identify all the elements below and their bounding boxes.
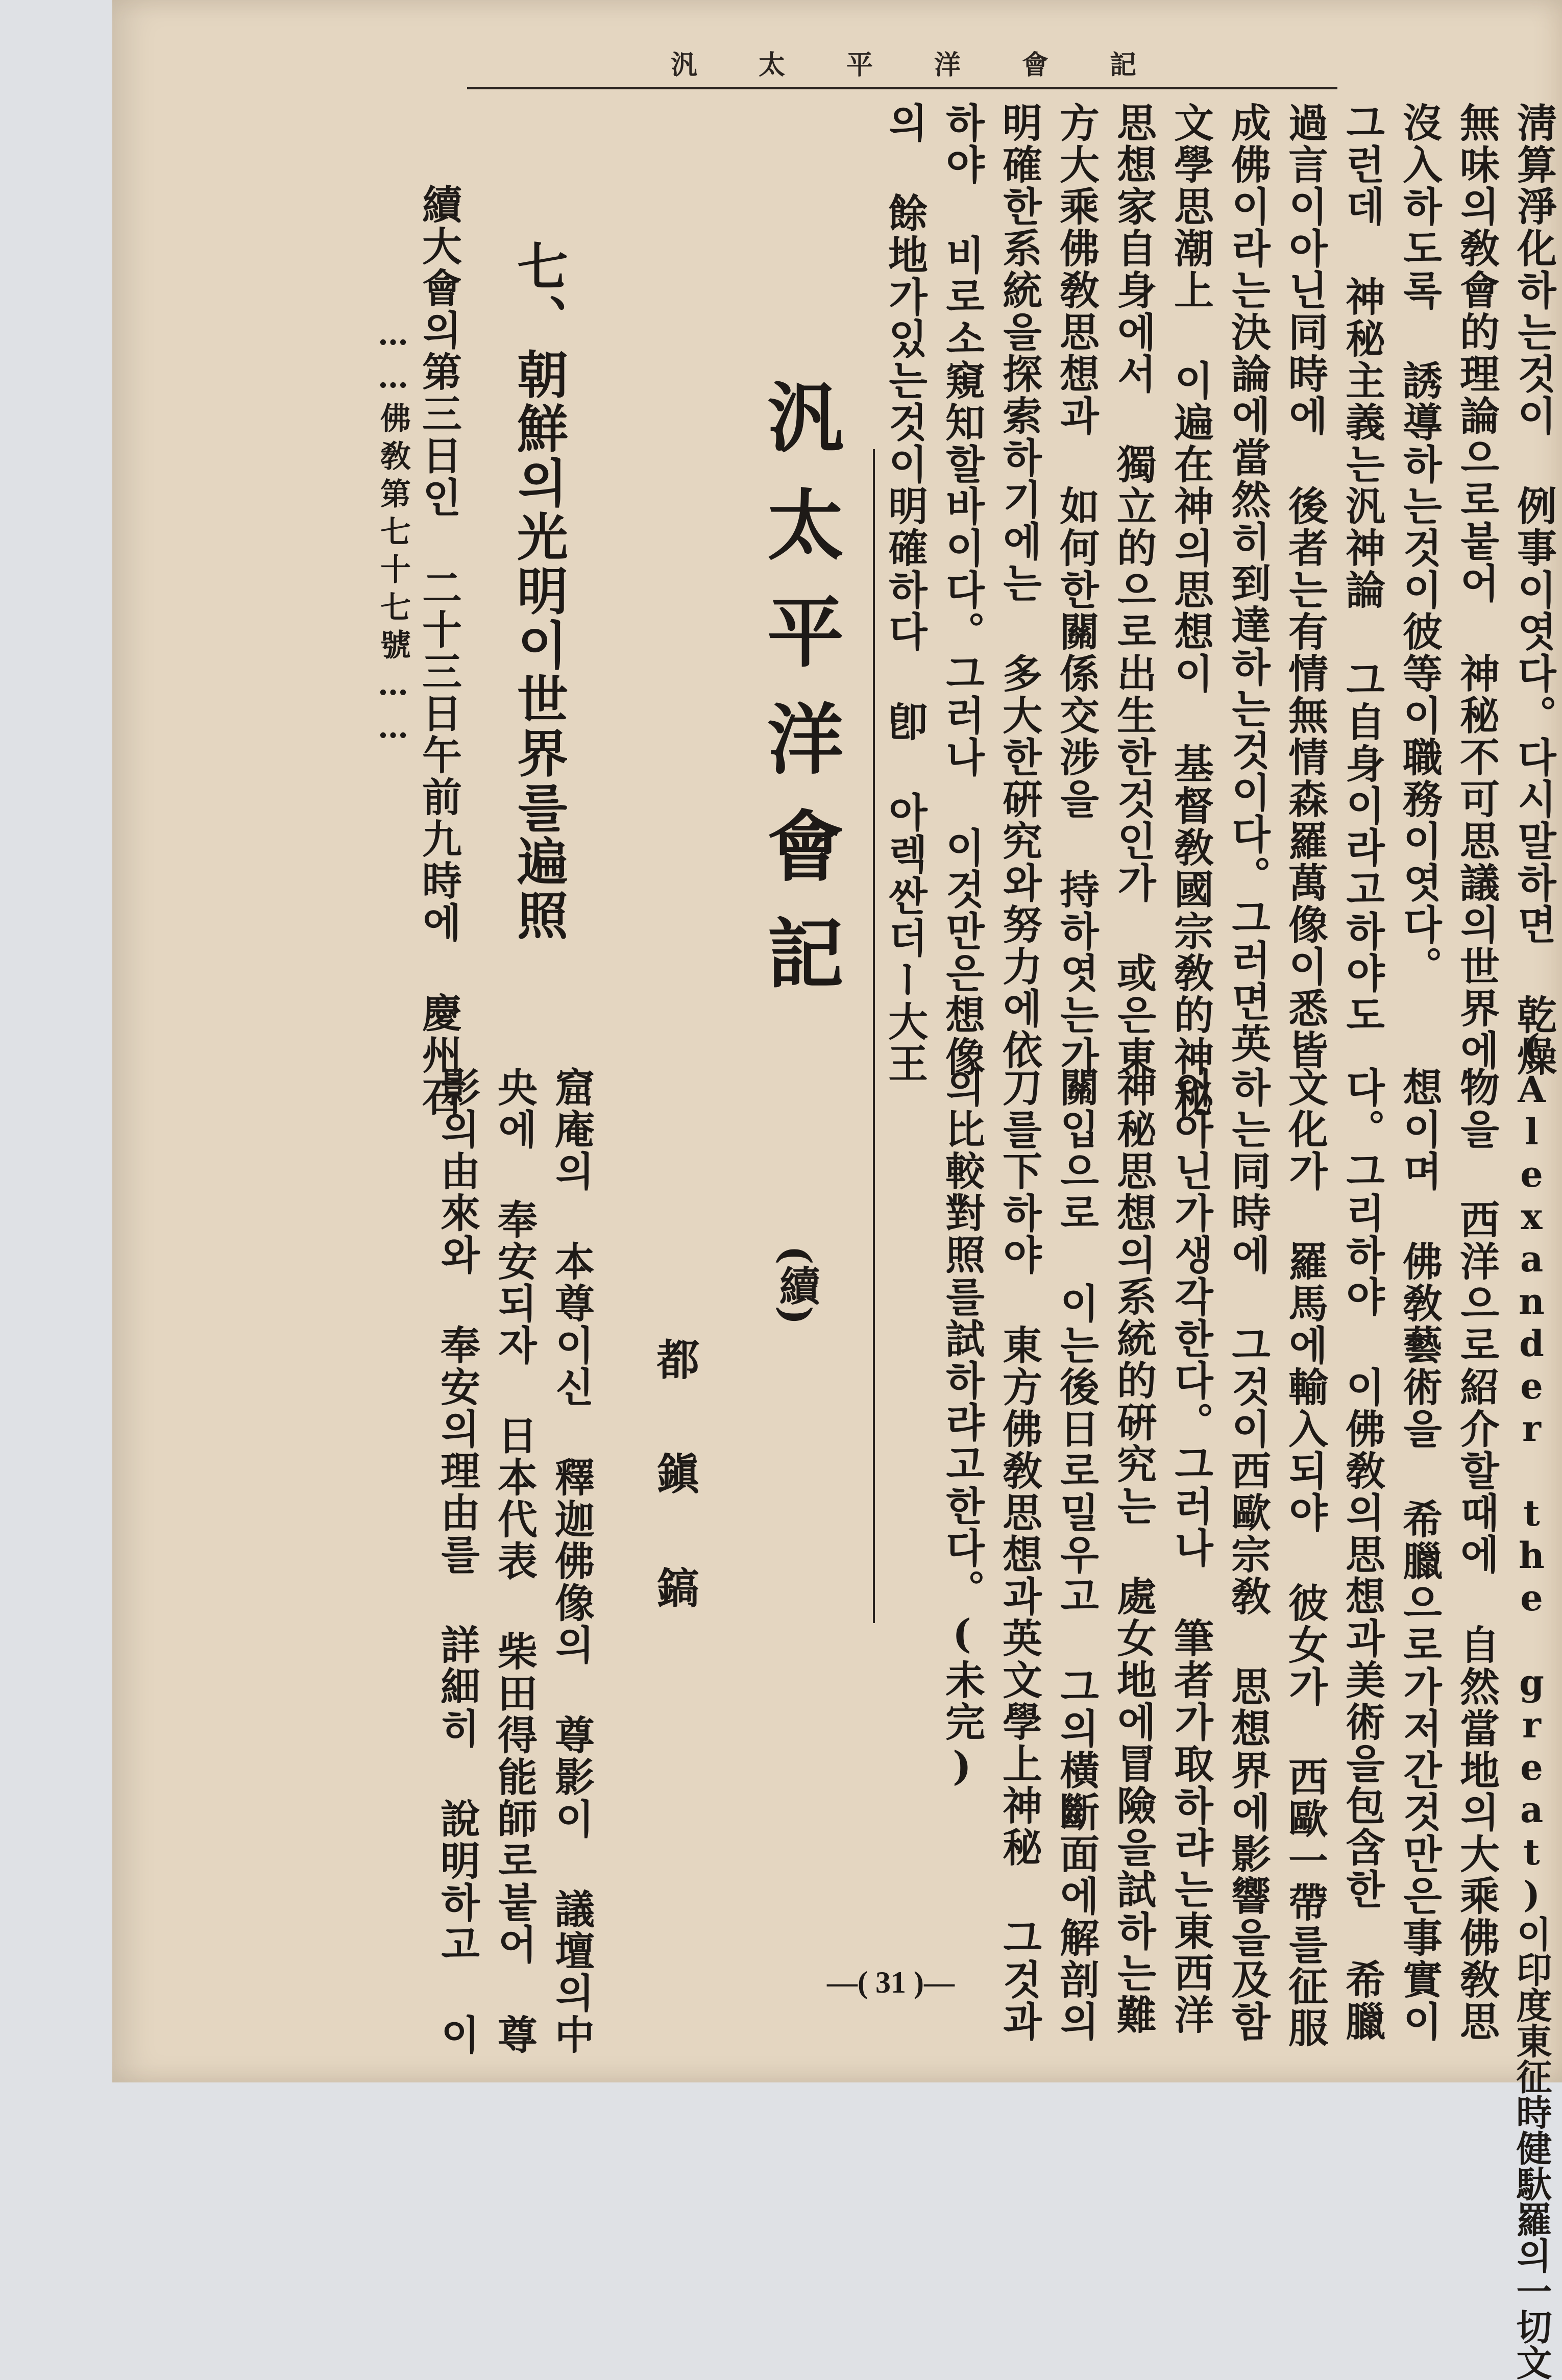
body-column-upper-9: 方大乘佛敎思想과 如何한關係交涉을 持하엿는가 [1053, 102, 1100, 1078]
body-column-lower-2: 物을 西洋으로紹介할때에 自然當地의大乘佛敎思 [1453, 1067, 1500, 2043]
title-divider-rule [873, 449, 875, 1623]
continued-mark: (續) [772, 1245, 820, 1325]
body-column-lower-4: 다。그리하야 이佛敎의思想과美術을包含한 希臘 [1339, 1067, 1385, 2043]
section-7-column-2: 窟庵의 本尊이신 釋迦佛像의 尊影이 議壇의中 [548, 1067, 595, 2056]
body-column-upper-4: 그런데 神秘主義는汎神論 그自身이라고하야도 [1339, 102, 1385, 1036]
body-column-lower-9: 關입으로 이는後日로밀우고 그의橫斷面에解剖의 [1053, 1067, 1100, 2043]
magazine-page [112, 0, 1562, 2380]
source-note: ……佛敎第七十七號…… [375, 316, 411, 752]
header-rule [467, 87, 1337, 89]
body-column-upper-8: 思想家自身에서 獨立的으로出生한것인가 或은東 [1110, 102, 1157, 1078]
body-column-lower-1: (Alexander the great)이印度東征時健馱羅의一切文 [1510, 1026, 1553, 2380]
body-column-upper-10: 明確한系統을探索하기에는 多大한硏究와努力에依 [996, 102, 1042, 1071]
body-column-lower-7: 이아닌가생각한다。그러나 筆者가取하랴는東西洋 [1167, 1067, 1214, 2036]
section-7-column-4: 影의由來와 奉安의理由를 詳細히 說明하고 이 [434, 1067, 480, 2056]
body-column-upper-11: 하야 비로소窺知할바이다。그러나 이것만은想像 [939, 102, 985, 1078]
author-name: 都鎭鎬 [650, 1337, 700, 1680]
body-column-upper-7: 文學思潮上 이遍在神의思想이 基督敎國宗敎的神秘 [1167, 102, 1214, 1120]
body-column-lower-3: 想이며 佛敎藝術을 希臘으로가저간것만은事實이 [1396, 1067, 1443, 2043]
section-7-column-3: 央에 奉安되자 日本代表 柴田得能師로붙어 尊 [491, 1067, 538, 2056]
body-column-lower-5: 文化가 羅馬에輸入되야 彼女가 西歐一帶를征服 [1282, 1067, 1328, 2049]
body-column-upper-5: 過言이아닌同時에 後者는有情無情森羅萬像이悉皆 [1282, 102, 1328, 1071]
body-column-lower-11: 의比較對照를試하랴고한다。(未完) [939, 1067, 985, 1792]
section-7-heading: 七、朝鮮의光明이世界를遍照 [508, 240, 569, 943]
body-column-lower-8: 神秘思想의系統的硏究는 處女地에冒險을試하는難 [1110, 1067, 1157, 2036]
body-column-upper-6: 成佛이라는決論에當然히到達하는것이다。그러면英 [1225, 102, 1271, 1065]
body-column-lower-6: 하는同時에 그것이西歐宗敎 思想界에影響을及함 [1225, 1067, 1271, 2043]
running-header: 汎太平洋會記 [670, 50, 1198, 81]
body-column-upper-1: 淸算淨化하는것이 例事이엿다。다시말하면 乾燥 [1510, 102, 1557, 1078]
page-number: —( 31 )— [827, 1966, 955, 1999]
section-7-column-1: 續大會의第三日인 二十三日午前九時에 慶州石 [416, 184, 462, 1118]
body-column-lower-10: 刀를下하야 東方佛敎思想과英文學上神秘 그것과 [996, 1067, 1042, 2043]
body-column-upper-3: 沒入하도록 誘導하는것이彼等이職務이엿다。 [1396, 102, 1443, 988]
body-column-upper-2: 無味의敎會的理論으로붙어 神秘不可思議의世界에 [1453, 102, 1500, 1071]
article-title: 汎太平洋會記 [754, 378, 844, 1021]
body-column-upper-12: 의 餘地가있는것이明確하다 卽 아렉싼더ー大王 [882, 102, 928, 1085]
